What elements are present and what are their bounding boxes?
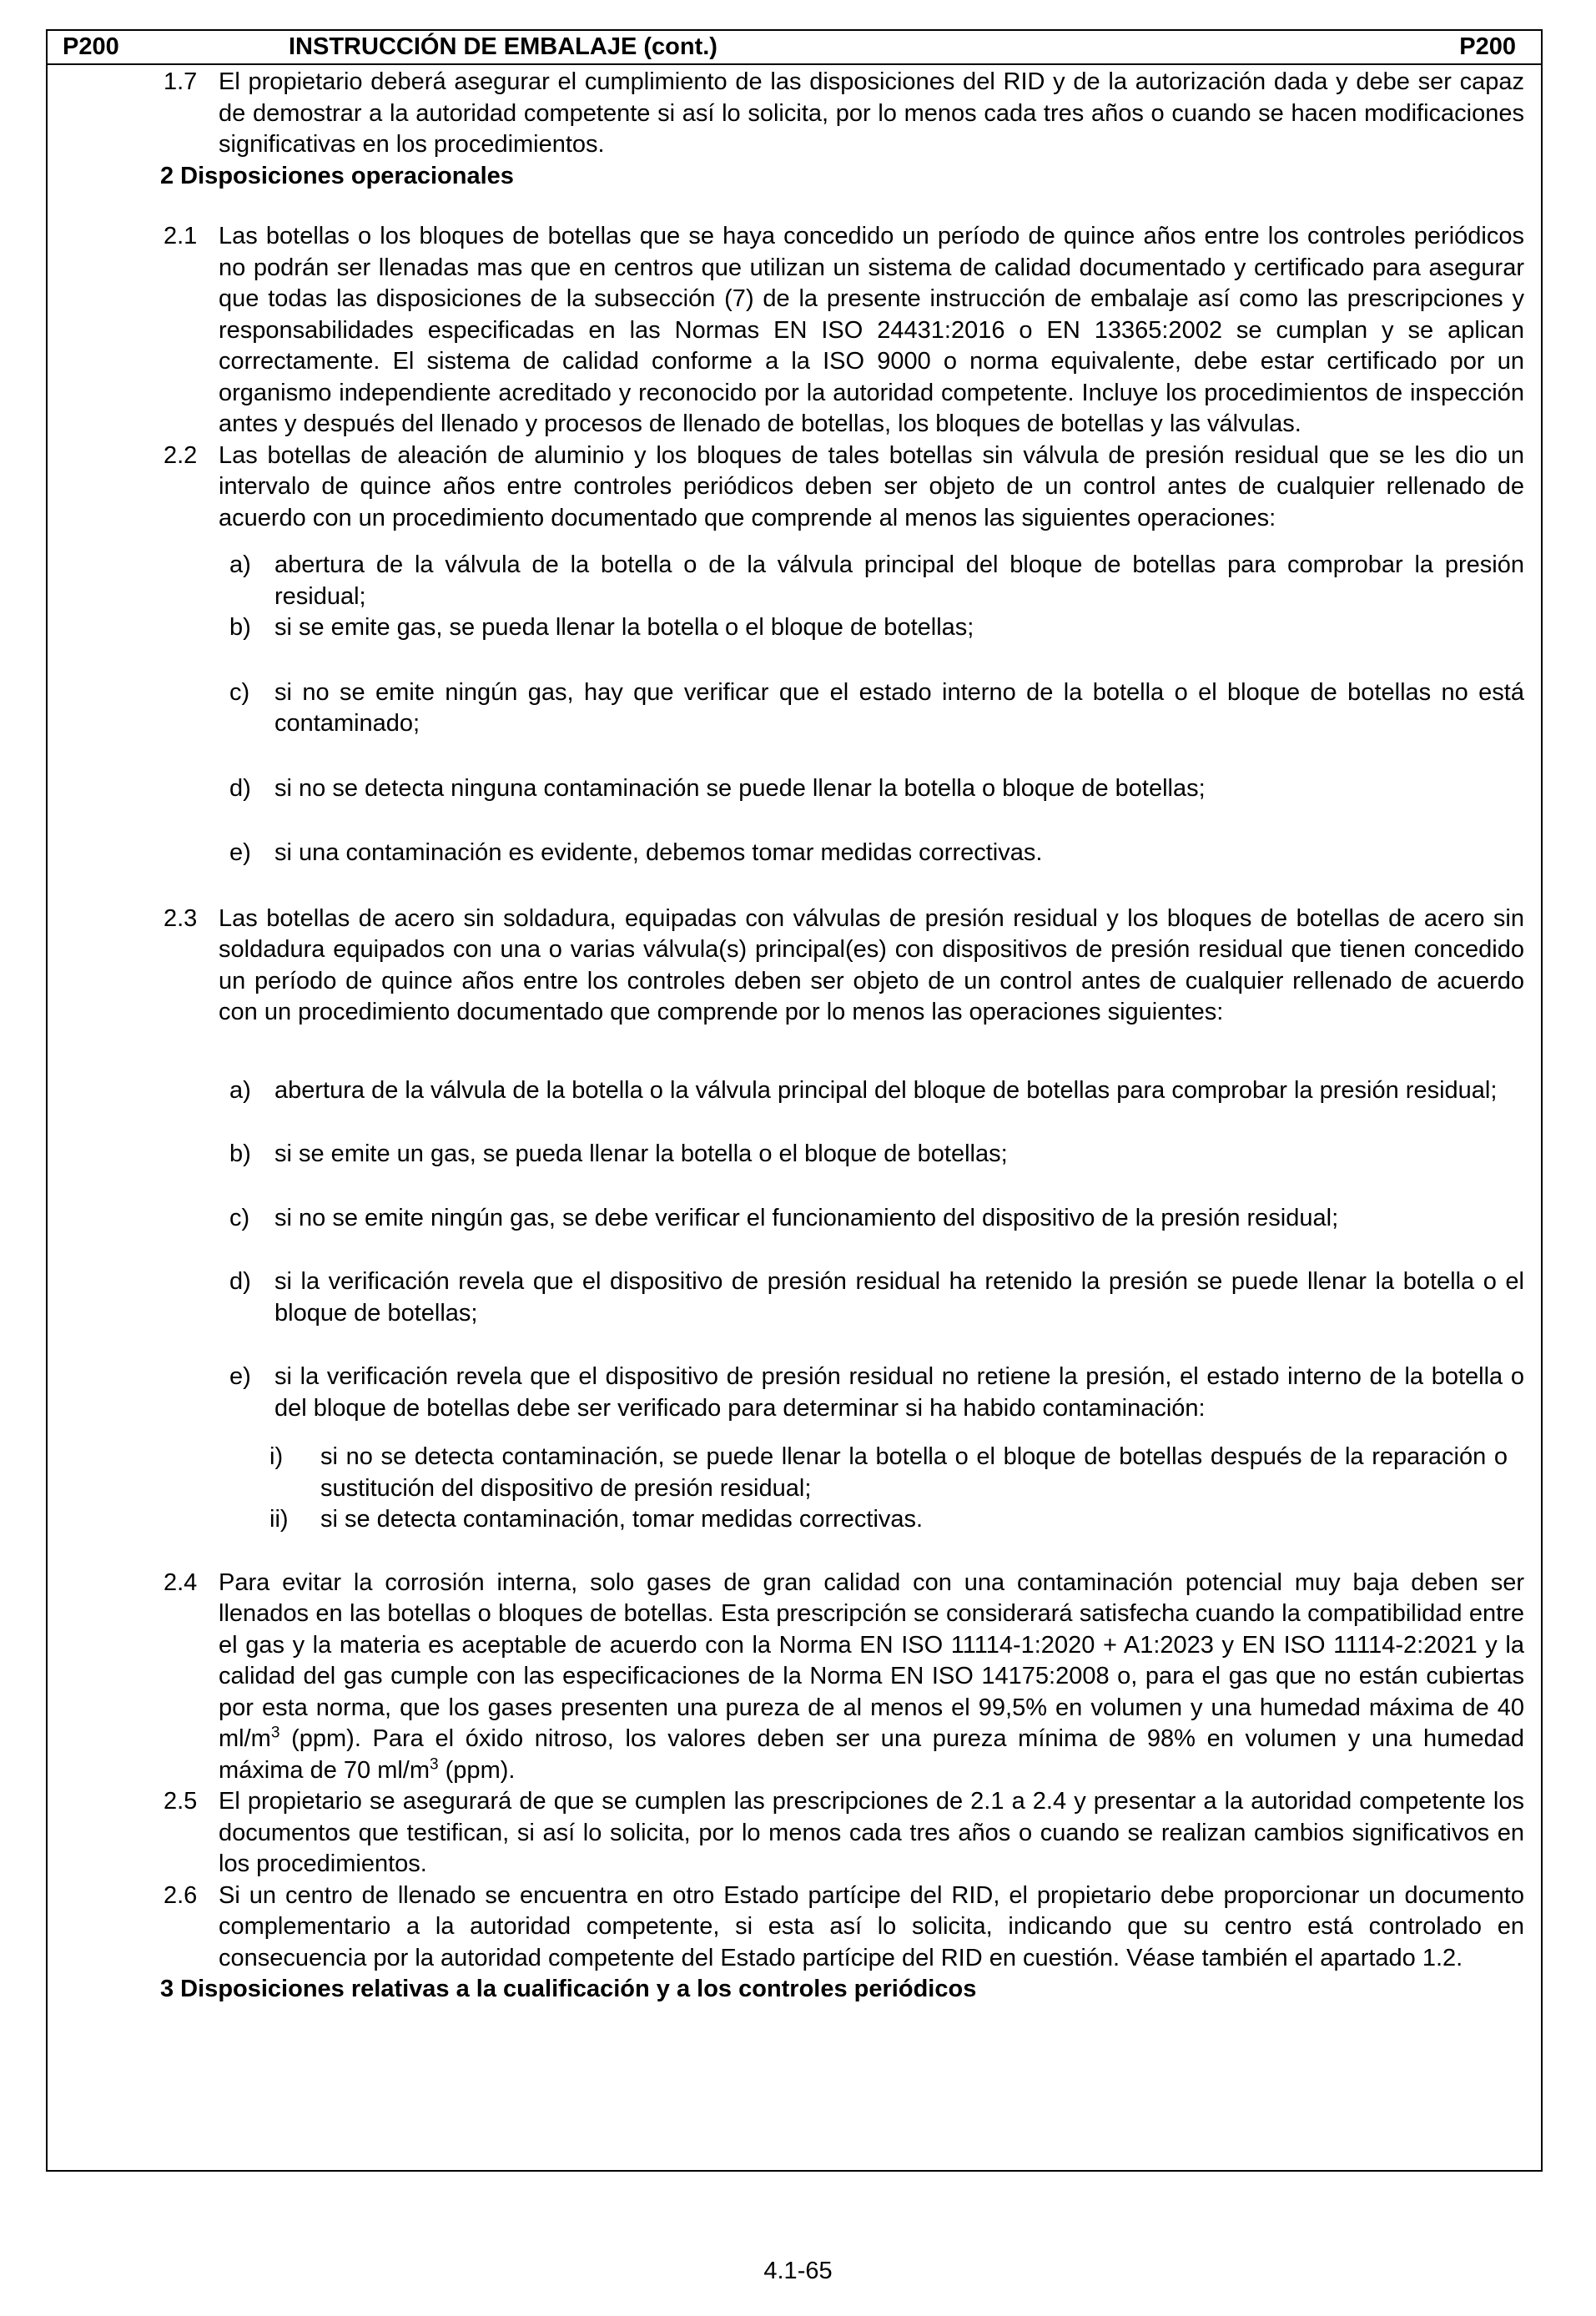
paragraph-text: Las botellas de acero sin soldadura, equipadas con válvulas de presión residual y los bloques de botellas de acero sin soldadura equipados con una o varias válvula(s) principal(es) con dispositivos de presión residual que tienen concedido un período de quince años entre los controles deben ser objeto de un control antes de cualquier rellenado de acuerdo con un procedimiento documentado que comprende por lo menos las operaciones siguientes: [219,904,1524,1025]
paragraph-text: Las botellas de aleación de aluminio y los bloques de tales botellas sin válvula de presión residual que se les dio un intervalo de quince años entre controles periódicos deben ser objeto de un control antes de cualquier rellenado de acuerdo con un procedimiento documentado que comprende al menos las siguientes operaciones: [219,441,1524,531]
list-item-label: b) [229,1140,251,1167]
list-item-text: si no se emite ningún gas, hay que verificar que el estado interno de la botella o el bloque de botellas no está contaminado; [274,678,1524,737]
list-item [48,838,1541,869]
table-header [48,31,1541,65]
sub-list-item-text: si se detecta contaminación, tomar medidas correctivas. [320,1506,924,1533]
superscript: 3 [430,1755,439,1773]
list-item [48,1139,1541,1171]
list-item-label: e) [229,1363,251,1390]
paragraph-text: El propietario deberá asegurar el cumplimiento de las disposiciones del RID y de la autorización dada y debe ser capaz de demostrar a la autoridad competente si así lo solicita, por lo menos cada tres años o cuando se hacen modificaciones significativas en los procedimientos. [219,68,1524,158]
list-item-text: si no se emite ningún gas, se debe verificar el funcionamiento del dispositivo de la presión residual; [274,1204,1339,1231]
sub-list-item [48,1442,1541,1504]
instruction-title: INSTRUCCIÓN DE EMBALAJE (cont.) [289,33,717,60]
list-item [48,1362,1541,1424]
section-2-heading: 2 Disposiciones operacionales [160,162,514,189]
paragraph-2-6 [48,1880,1541,1975]
paragraph-number: 2.1 [164,223,198,249]
list-item [48,550,1541,612]
list-item-label: d) [229,1268,251,1295]
paragraph-number: 2.5 [164,1788,198,1815]
paragraph-2-5 [48,1786,1541,1880]
paragraph-text-part: (ppm). [438,1756,516,1784]
list-item [48,1075,1541,1107]
packing-instruction-table [46,29,1543,2172]
instruction-code-right: P200 [1459,33,1516,60]
list-item-label: c) [229,678,250,706]
list-item-text: si una contaminación es evidente, debemos tomar medidas correctivas. [274,839,1043,866]
list-item-text: si se emite gas, se pueda llenar la botella o el bloque de botellas; [274,614,974,641]
list-item [48,677,1541,740]
instruction-code-left: P200 [63,33,119,60]
paragraph-text-part: (ppm). Para el óxido nitroso, los valores deben ser una pureza mínima de 98% en volumen y una humedad máxima de 70 ml/m [219,1725,1524,1784]
paragraph-number: 2.4 [164,1568,198,1596]
list-item-text: abertura de la válvula de la botella o de la válvula principal del bloque de botellas para comprobar la presión residual; [274,551,1524,610]
paragraph-2-2 [48,441,1541,535]
list-item [48,612,1541,644]
sub-list-item-label: ii) [269,1506,289,1533]
sub-list-item-label: i) [269,1443,284,1470]
list-item-label: a) [229,1076,251,1104]
paragraph-number: 1.7 [164,68,198,95]
page-number: 4.1-65 [763,2258,833,2284]
paragraph-text: Si un centro de llenado se encuentra en otro Estado partícipe del RID, el propietario debe proporcionar un documento complementario a la autoridad competente, si esta así lo solicita, indicando que su centro está controlado en consecuencia por la autoridad competente del Estado partícipe del RID en cuestión. Véase también el apartado 1.2. [219,1881,1524,1971]
paragraph-text: El propietario se asegurará de que se cumplen las prescripciones de 2.1 a 2.4 y presentar a la autoridad competente los documentos que testifican, si así lo solicita, por lo menos cada tres años o cuando se realizan cambios significativos en los procedimientos. [219,1788,1524,1877]
list-item-text: si la verificación revela que el dispositivo de presión residual ha retenido la presión se puede llenar la botella o el bloque de botellas; [274,1268,1524,1327]
list-item-label: b) [229,614,251,641]
list-item [48,1203,1541,1235]
paragraph-number: 2.6 [164,1881,198,1909]
table-body [48,65,1541,2006]
sub-list-item-text: si no se detecta contaminación, se puede llenar la botella o el bloque de botellas después de la reparación o sustitución del dispositivo de presión residual; [320,1443,1508,1502]
list-item-text: si la verificación revela que el dispositivo de presión residual no retiene la presión, el estado interno de la botella o del bloque de botellas debe ser verificado para determinar si ha habido contaminación: [274,1363,1524,1422]
paragraph-text-part: Para evitar la corrosión interna, solo gases de gran calidad con una contaminación potencial muy baja deben ser llenados en las botellas o bloques de botellas. Esta prescripción se considerará satisfecha cuando la compatibilidad entre el gas y la materia es aceptable de acuerdo con la Norma EN ISO 11114-1:2020 + A1:2023 y EN ISO 11114-2:2021 y la calidad del gas cumple con las especificaciones de la Norma EN ISO 14175:2008 o, para el gas que no están cubiertas por esta norma, que los gases presenten una pureza de al menos el 99,5% en volumen y una humedad máxima de 40 ml/m [219,1568,1524,1752]
paragraph-1-7 [48,67,1541,161]
paragraph-text [219,1569,1524,1784]
list-item-label: c) [229,1204,250,1231]
list-item-label: e) [229,839,251,866]
superscript: 3 [270,1724,280,1742]
list-item-text: si no se detecta ninguna contaminación se puede llenar la botella o bloque de botellas; [274,774,1206,802]
sub-list-item [48,1504,1541,1536]
list-item-label: a) [229,551,251,578]
paragraph-number: 2.3 [164,904,198,932]
paragraph-2-3 [48,904,1541,1029]
paragraph-text: Las botellas o los bloques de botellas que se haya concedido un período de quince años entre los controles periódicos no podrán ser llenadas mas que en centros que utilizan un sistema de calidad documentado y certificado para asegurar que todas las disposiciones de la subsección (7) de la presente instrucción de embalaje así como las prescripciones y responsabilidades especificadas en las Normas EN ISO 24431:2016 o EN 13365:2002 se cumplan y se aplican correctamente. El sistema de calidad conforme a la ISO 9000 o norma equivalente, debe estar certificado por un organismo independiente acreditado y reconocido por la autoridad competente. Incluye los procedimientos de inspección antes y después del llenado y procesos de llenado de botellas, los bloques de botellas y las válvulas. [219,223,1524,437]
list-item-text: abertura de la válvula de la botella o la válvula principal del bloque de botellas para comprobar la presión residual; [274,1076,1498,1104]
list-item-label: d) [229,774,251,802]
section-3-heading: 3 Disposiciones relativas a la cualificación y a los controles periódicos [160,1976,977,2002]
list-item [48,1266,1541,1329]
paragraph-number: 2.2 [164,441,198,469]
list-item [48,773,1541,805]
paragraph-2-4 [48,1568,1541,1787]
paragraph-2-1 [48,221,1541,441]
list-item-text: si se emite un gas, se pueda llenar la botella o el bloque de botellas; [274,1140,1008,1167]
